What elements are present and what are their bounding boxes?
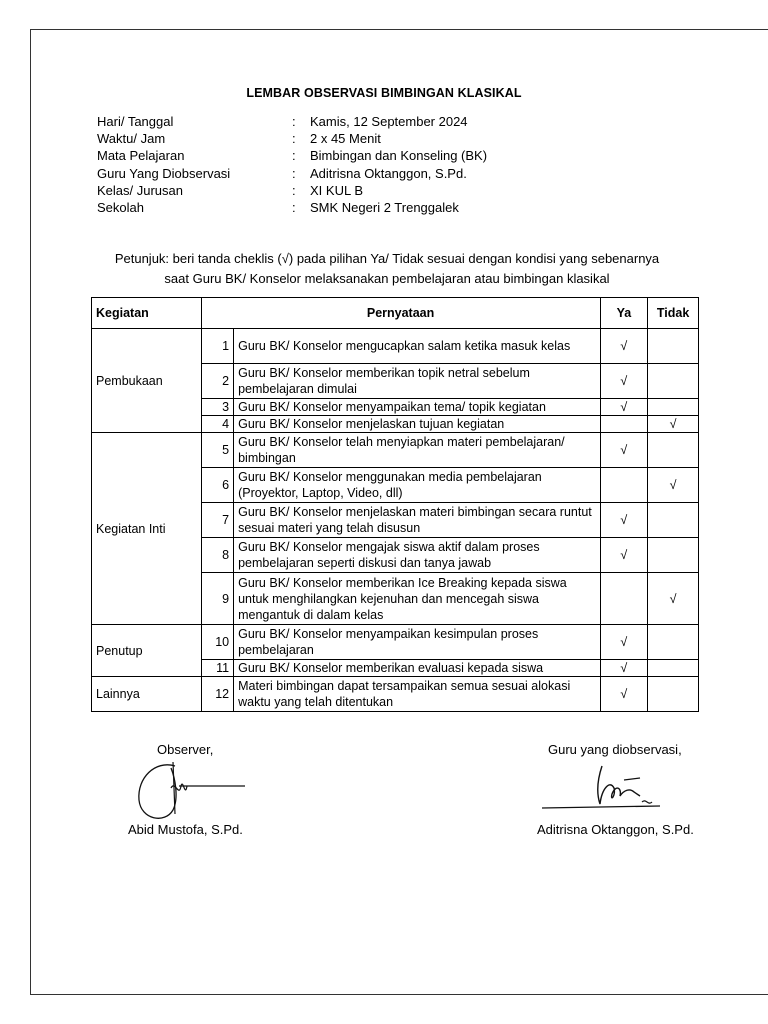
header-pernyataan: Pernyataan [201, 298, 600, 329]
info-value: SMK Negeri 2 Trenggalek [310, 199, 459, 215]
row-number: 4 [201, 416, 233, 433]
row-number: 5 [201, 433, 233, 468]
tidak-cell [648, 625, 699, 660]
info-label: Mata Pelajaran [97, 148, 185, 164]
observed-signature [540, 758, 670, 818]
info-colon: : [292, 114, 296, 129]
ya-cell: √ [600, 660, 648, 677]
row-number: 1 [201, 329, 233, 364]
info-row [97, 130, 597, 147]
ya-cell [600, 416, 648, 433]
tidak-cell: √ [648, 468, 699, 503]
table-row [92, 329, 699, 364]
kegiatan-cell: Pembukaan [92, 329, 202, 433]
info-colon: : [292, 199, 296, 215]
info-label: Kelas/ Jurusan [97, 182, 183, 198]
row-number: 8 [201, 538, 233, 573]
tidak-cell [648, 364, 699, 399]
info-value: XI KUL B [310, 182, 363, 198]
ya-cell: √ [600, 625, 648, 660]
tidak-cell: √ [648, 416, 699, 433]
instruction-line-2: saat Guru BK/ Konselor melaksanakan pembelajaran atau bimbingan klasikal [164, 271, 610, 286]
ya-cell: √ [600, 329, 648, 364]
info-row [97, 165, 597, 182]
header-tidak: Tidak [648, 298, 699, 329]
tidak-cell [648, 677, 699, 712]
statement-cell: Guru BK/ Konselor menyampaikan tema/ topik kegiatan [234, 399, 600, 416]
ya-cell [600, 468, 648, 503]
statement-cell: Guru BK/ Konselor menyampaikan kesimpulan proses pembelajaran [234, 625, 600, 660]
tidak-cell [648, 433, 699, 468]
observed-title: Guru yang diobservasi, [548, 742, 682, 757]
ya-cell [600, 573, 648, 625]
info-colon: : [292, 182, 296, 198]
document-title: LEMBAR OBSERVASI BIMBINGAN KLASIKAL [246, 86, 522, 100]
info-row [97, 113, 597, 130]
kegiatan-cell: Penutup [92, 625, 202, 677]
ya-cell: √ [600, 364, 648, 399]
statement-cell: Guru BK/ Konselor telah menyiapkan materi pembelajaran/ bimbingan [234, 433, 600, 468]
info-colon: : [292, 165, 296, 181]
table-row [92, 433, 699, 468]
tidak-cell [648, 503, 699, 538]
tidak-cell [648, 660, 699, 677]
tidak-cell [648, 329, 699, 364]
info-row [97, 199, 597, 216]
observation-table [91, 297, 699, 712]
statement-cell: Guru BK/ Konselor menjelaskan materi bimbingan secara runtut sesuai materi yang telah disusun [234, 503, 600, 538]
table-row [92, 677, 699, 712]
row-number: 6 [201, 468, 233, 503]
info-value: Aditrisna Oktanggon, S.Pd. [310, 165, 467, 181]
tidak-cell [648, 399, 699, 416]
statement-cell: Guru BK/ Konselor menggunakan media pembelajaran (Proyektor, Laptop, Video, dll) [234, 468, 600, 503]
statement-cell: Guru BK/ Konselor mengajak siswa aktif dalam proses pembelajaran seperti diskusi dan tanya jawab [234, 538, 600, 573]
ya-cell: √ [600, 677, 648, 712]
info-value: Kamis, 12 September 2024 [310, 114, 468, 129]
info-label: Hari/ Tanggal [97, 114, 174, 129]
observed-name: Aditrisna Oktanggon, S.Pd. [537, 822, 694, 837]
header-kegiatan: Kegiatan [92, 298, 202, 329]
row-number: 11 [201, 660, 233, 677]
instruction-text [0, 249, 768, 289]
row-number: 2 [201, 364, 233, 399]
info-label: Waktu/ Jam [97, 131, 166, 147]
kegiatan-cell: Kegiatan Inti [92, 433, 202, 625]
info-label: Guru Yang Diobservasi [97, 165, 231, 181]
info-row [97, 147, 597, 164]
observer-title: Observer, [157, 742, 214, 757]
statement-cell: Guru BK/ Konselor menjelaskan tujuan kegiatan [234, 416, 600, 433]
info-colon: : [292, 148, 296, 164]
info-section [97, 113, 597, 216]
observer-signature [135, 758, 250, 826]
kegiatan-cell: Lainnya [92, 677, 202, 712]
statement-cell: Guru BK/ Konselor memberikan Ice Breaking kepada siswa untuk menghilangkan kejenuhan dan mencegah siswa mengantuk di dalam kelas [234, 573, 600, 625]
info-colon: : [292, 131, 296, 147]
info-label: Sekolah [97, 199, 144, 215]
row-number: 9 [201, 573, 233, 625]
ya-cell: √ [600, 433, 648, 468]
statement-cell: Guru BK/ Konselor mengucapkan salam ketika masuk kelas [234, 329, 600, 364]
ya-cell: √ [600, 538, 648, 573]
table-row [92, 625, 699, 660]
row-number: 10 [201, 625, 233, 660]
ya-cell: √ [600, 399, 648, 416]
info-value: Bimbingan dan Konseling (BK) [310, 148, 488, 164]
header-ya: Ya [600, 298, 648, 329]
statement-cell: Guru BK/ Konselor memberikan topik netral sebelum pembelajaran dimulai [234, 364, 600, 399]
observer-name: Abid Mustofa, S.Pd. [128, 822, 243, 837]
info-row [97, 182, 597, 199]
statement-cell: Materi bimbingan dapat tersampaikan semua sesuai alokasi waktu yang telah ditentukan [234, 677, 600, 712]
row-number: 12 [201, 677, 233, 712]
tidak-cell: √ [648, 573, 699, 625]
instruction-line-1: Petunjuk: beri tanda cheklis (√) pada pilihan Ya/ Tidak sesuai dengan kondisi yang sebenarnya [114, 251, 660, 266]
row-number: 7 [201, 503, 233, 538]
info-value: 2 x 45 Menit [310, 131, 381, 147]
statement-cell: Guru BK/ Konselor memberikan evaluasi kepada siswa [234, 660, 600, 677]
row-number: 3 [201, 399, 233, 416]
ya-cell: √ [600, 503, 648, 538]
tidak-cell [648, 538, 699, 573]
table-header-row [92, 298, 699, 329]
